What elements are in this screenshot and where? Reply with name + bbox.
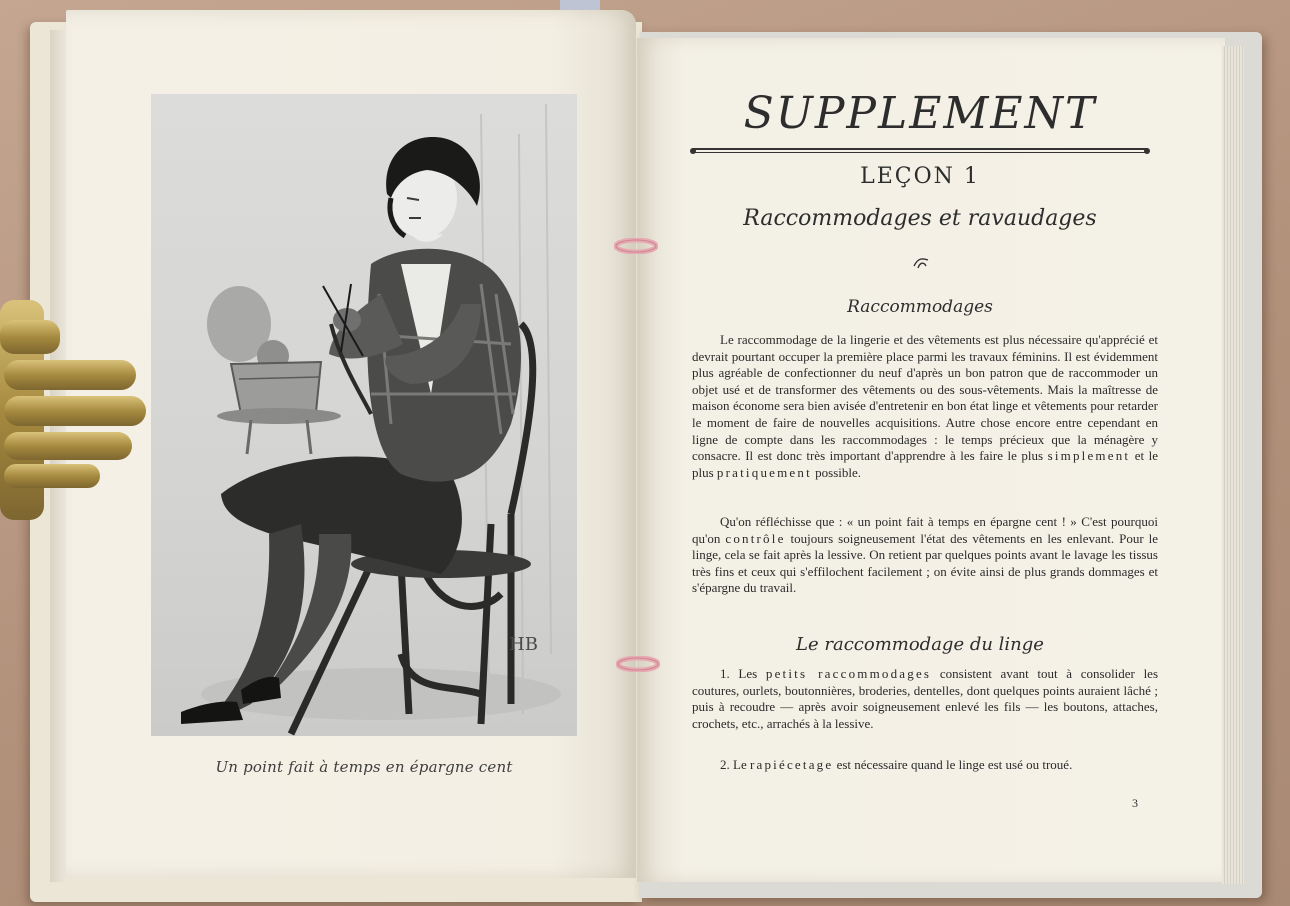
supplement-heading: SUPPLEMENT xyxy=(743,88,1097,139)
binding-cord-bottom xyxy=(616,656,660,672)
subheading-raccommodage-du-linge: Le raccommodage du linge xyxy=(796,634,1044,655)
paragraph-1: Le raccommodage de la lingerie et des vêtements est plus nécessaire qu'apprécié et devrait pourtant occuper la première place parmi les travaux féminins. Il est évidemment plus agréable de confectionner du neuf d'après un bon patron que de raccommoder un objet usé et de transformer des vêtements ou des sous-vêtements. Mais la maîtresse de maison économe sera bien avisée d'entretenir en bon état linge et vêtements pour retarder le moment de faire de nouvelles acquisitions. Autre chose encore entre cependant en ligne de compte dans les raccommodages : le temps précieux que la ménagère y consacre. Il est donc très important d'apprendre à les faire le plus simplement et le plus pratiquement possible. xyxy=(692,332,1158,480)
paragraph-3: 1. Les petits raccommodages consistent avant tout à consolider les coutures, ourlets, boutonnières, broderies, dentelles, dont quelques points auraient lâché ; puis à recoudre — après avoir soigneusement enlevé les fils — les boutons, attaches, crochets, etc., arrachés à la lessive. xyxy=(692,666,1159,731)
illustration-caption: Un point fait à temps en épargne cent xyxy=(215,758,513,776)
fleuron-ornament-icon xyxy=(912,256,930,270)
lesson-title: Raccommodages et ravaudages xyxy=(743,206,1097,231)
artist-signature: HB xyxy=(509,634,538,655)
double-rule xyxy=(692,147,1148,156)
page-number: 3 xyxy=(1132,796,1138,810)
knitting-woman-illustration xyxy=(151,94,577,736)
lesson-label: LEÇON 1 xyxy=(860,164,980,189)
paragraph-4: 2. Le rapiécetage est nécessaire quand le linge est usé ou troué. xyxy=(720,757,1073,772)
brass-hand-clip xyxy=(0,290,150,530)
yarn-basket xyxy=(207,286,341,454)
paragraph-2: Qu'on réfléchisse que : « un point fait à temps en épargne cent ! » C'est pourquoi qu'on contrôle toujours soigneusement l'état des vêtements en les enlevant. Pour le linge, cela se fait après la lessive. On retient par quelques points avant le lavage les tissus très fins et ceux qui s'effilochent facilement ; on évite ainsi de plus grands dommages et s'épargne du travail. xyxy=(692,514,1159,596)
subheading-raccommodages: Raccommodages xyxy=(847,297,993,317)
binding-cord-top xyxy=(614,238,658,254)
right-page-edges xyxy=(1222,46,1244,884)
